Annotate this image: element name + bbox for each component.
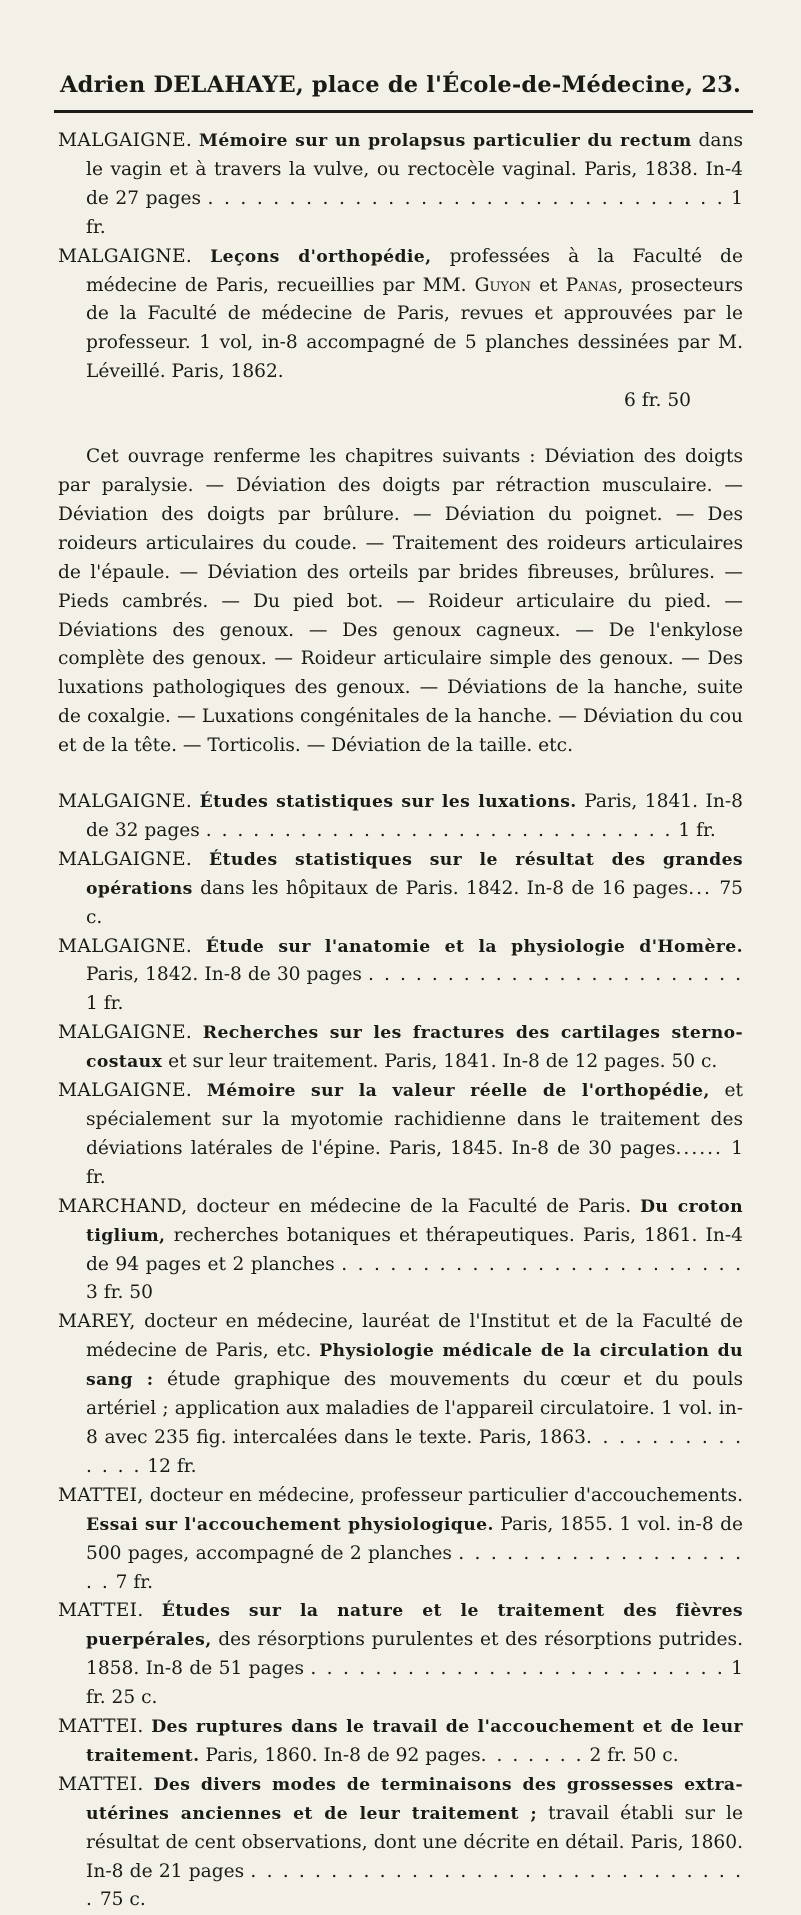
entry-price: 1 fr. [678, 819, 716, 841]
entry-price: 75 c. [86, 877, 743, 928]
entry-dots: . . . . . . . . . . . . . . [86, 1426, 743, 1477]
publisher-header: Adrien DELAHAYE, place de l'École-de-Médecine, 23. [60, 72, 741, 98]
entry-title: Des divers modes de terminaisons des grossesses extra-utérines anciennes et de leur traitement ; [86, 1774, 743, 1824]
entry-price: 50 c. [671, 1051, 718, 1073]
entry-text: docteur en médecine, lauréat de l'Institut et de la Faculté de médecine de Paris, etc. [86, 1311, 743, 1362]
entry-price: 1 fr. [86, 1137, 743, 1188]
entry-title: Études statistiques sur les luxations. [199, 792, 577, 813]
entry-author: MALGAIGNE. [58, 848, 193, 870]
entry-title: Mémoire sur la valeur réelle de l'orthopédie, [206, 1081, 710, 1102]
entry-price: 7 fr. [115, 1571, 154, 1593]
entry-text: et [531, 274, 566, 296]
entry-dots: . . . . . . . . . . . . . . . . . . . . . . . . . . [310, 1658, 725, 1680]
entry-text: et spécialement sur la myotomie rachidienne dans le traitement des déviations latérales de l'épine. Paris, 1845. In-8 de 30 pages [86, 1080, 743, 1159]
entry-text: professées à la Faculté de médecine de Paris, recueillies par MM. [86, 245, 743, 296]
entry-title: Recherches sur les fractures des cartilages sterno-costaux [86, 1023, 743, 1073]
entry-text: et sur leur traitement. Paris, 1841. In-8 de 12 pages. [162, 1051, 666, 1073]
entry-malgaigne-operations [58, 846, 743, 933]
entry-title: Essai sur l'accouchement physiologique. [86, 1514, 494, 1535]
entry-dots: . . . . . . . . . . . . . . . . . . . . [86, 1542, 743, 1593]
entry-dots: . . . . . . . . . . . . . . . . . . . . . . . . . . . . . . . . [86, 1860, 743, 1911]
header-rule [54, 110, 753, 113]
entry-dots: . . . . . . . [480, 1744, 584, 1766]
entry-author: MALGAIGNE. [58, 245, 193, 267]
entry-price: 12 fr. [147, 1455, 197, 1477]
entry-price: 1 fr. [86, 993, 124, 1015]
entry-dots: . . . . . . . . . . . . . . . . . . . . . . . . [368, 964, 744, 986]
entry-title: Des ruptures dans le travail de l'accouchement et de leur traitement. [86, 1717, 743, 1766]
entry-price: 3 fr. 50 [86, 1282, 153, 1304]
entry-text: des résorptions purulentes et des résorptions putrides. 1858. In-8 de 51 pages [86, 1629, 743, 1680]
entry-author: MALGAIGNE. [58, 791, 193, 813]
entry-text: Paris, 1841. In-8 de 32 pages [86, 791, 743, 841]
entry-author: MATTEI. [58, 1773, 144, 1795]
entry-text: Paris, 1855. 1 vol. in-8 de 500 pages, accompagné de 2 planches [86, 1513, 743, 1564]
entry-mattei-ruptures [58, 1713, 743, 1771]
catalog-entries [58, 127, 743, 1915]
entry-text: étude graphique des mouvements du cœur et du pouls artériel ; application aux maladies de l'appareil circulatoire. 1 vol. in-8 avec 235 fig. intercalées dans le texte. Paris, 1863 [86, 1369, 744, 1448]
entry-author: MALGAIGNE. [58, 1080, 193, 1102]
entry-malgaigne-orthopedie [58, 243, 743, 388]
entry-mattei-accouchement [58, 1482, 743, 1598]
entry-dots: ... [688, 877, 712, 899]
entry-text: Paris, 1842. In-8 de 30 pages [86, 964, 362, 986]
entry-price: 1 fr. 25 c. [86, 1658, 743, 1709]
entry-mattei-fievres [58, 1597, 743, 1713]
entry-title: Études sur la nature et le traitement des fièvres puerpérales, [86, 1601, 743, 1651]
entry-dots: . . . . . . . . . . . . . . . . . . . . . . . . . [341, 1253, 743, 1275]
entry-price: 2 fr. 50 c. [589, 1744, 679, 1766]
entry-text: Paris, 1860. In-8 de 92 pages [199, 1744, 481, 1766]
entry-text: dans les hôpitaux de Paris. 1842. In-8 de 16 pages [192, 877, 689, 899]
entry-title: Études statistiques sur le résultat des grandes opérations [86, 849, 743, 899]
entry-title: Physiologie médicale de la circulation du sang : [86, 1341, 743, 1391]
entry-author: MARCHAND, [58, 1195, 188, 1217]
entry-malgaigne-homere [58, 933, 743, 1020]
entry-price: 6 fr. 50 [624, 390, 691, 412]
entry-name: Guyon [474, 274, 532, 296]
entry-text: docteur en médecine, professeur particulier d'accouchements. [143, 1484, 743, 1506]
chapter-summary: Cet ouvrage renferme les chapitres suivants : Déviation des doigts par paralysie. — Déviation des doigts par rétraction musculaire. — Déviation des doigts par brûlure. — Déviation du poignet. — Des roideurs articulaires du coude. — Traitement des roideurs articulaires de l'épaule. — Déviation des orteils par brides fibreuses, brûlures. — Pieds cambrés. — Du pied bot. — Roideur articulaire du pied. — Déviations des genoux. — Des genoux cagneux. — De l'enkylose complète des genoux. — Roideur articulaire simple des genoux. — Des luxations pathologiques des genoux. — Déviations de la hanche, suite de coxalgie. — Luxations congénitales de la hanche. — Déviation du cou et de la tête. — Torticolis. — Déviation de la taille. etc. [58, 446, 743, 757]
entry-price: 75 c. [99, 1889, 146, 1911]
entry-marey-circulation [58, 1308, 743, 1481]
entry-author: MATTEI. [58, 1716, 144, 1738]
entry-malgaigne-luxations [58, 788, 743, 846]
entry-dots: . . . . . . . . . . . . . . . . . . . . . . . . . . . . . . [205, 819, 673, 841]
entry-text: dans le vagin et à travers la vulve, ou rectocèle vaginal. Paris, 1838. In-4 de 27 pages [86, 130, 743, 209]
entry-author: MALGAIGNE. [58, 130, 193, 151]
entry-text: docteur en médecine de la Faculté de Paris. [187, 1195, 641, 1217]
entry-name: Panas [565, 274, 618, 296]
entry-author: MALGAIGNE. [58, 1022, 193, 1044]
entry-title: Étude sur l'anatomie et la physiologie d'Homère. [205, 936, 743, 957]
entry-mattei-grossesses [58, 1771, 743, 1915]
entry-title: Du croton tiglium, [86, 1196, 743, 1246]
entry-text: travail établi sur le résultat de cent observations, dont une décrite en détail. Paris, 1860. In-8 de 21 pages [86, 1802, 743, 1882]
entry-title: Leçons d'orthopédie, [210, 246, 432, 267]
entry-author: MAREY, [58, 1311, 136, 1333]
entry-author: MATTEI. [58, 1600, 144, 1622]
entry-author: MATTEI, [58, 1484, 144, 1506]
entry-title: Mémoire sur un prolapsus particulier du rectum [198, 131, 692, 151]
entry-marchand-croton [58, 1193, 743, 1309]
entry-dots: . . . . . . . . . . . . . . . . . . . . . . . . . . . . . . . . [207, 187, 725, 209]
entry-malgaigne-fractures [58, 1019, 743, 1077]
entry-malgaigne-myotomie [58, 1077, 743, 1193]
entry-price: 1 fr. [86, 187, 743, 238]
entry-malgaigne-prolapsus [58, 127, 743, 243]
entry-author: MALGAIGNE. [58, 935, 193, 957]
entry-dots: ...... [675, 1137, 723, 1159]
entry-text: , prosecteurs de la Faculté de médecine de Paris, revues et approuvées par le professeur. 1 vol, in-8 accompagné de 5 planches dessinées par M. Léveillé. Paris, 1862. [86, 274, 744, 383]
entry-text: recherches botaniques et thérapeutiques. Paris, 1861. In-4 de 94 pages et 2 planches [86, 1224, 743, 1275]
